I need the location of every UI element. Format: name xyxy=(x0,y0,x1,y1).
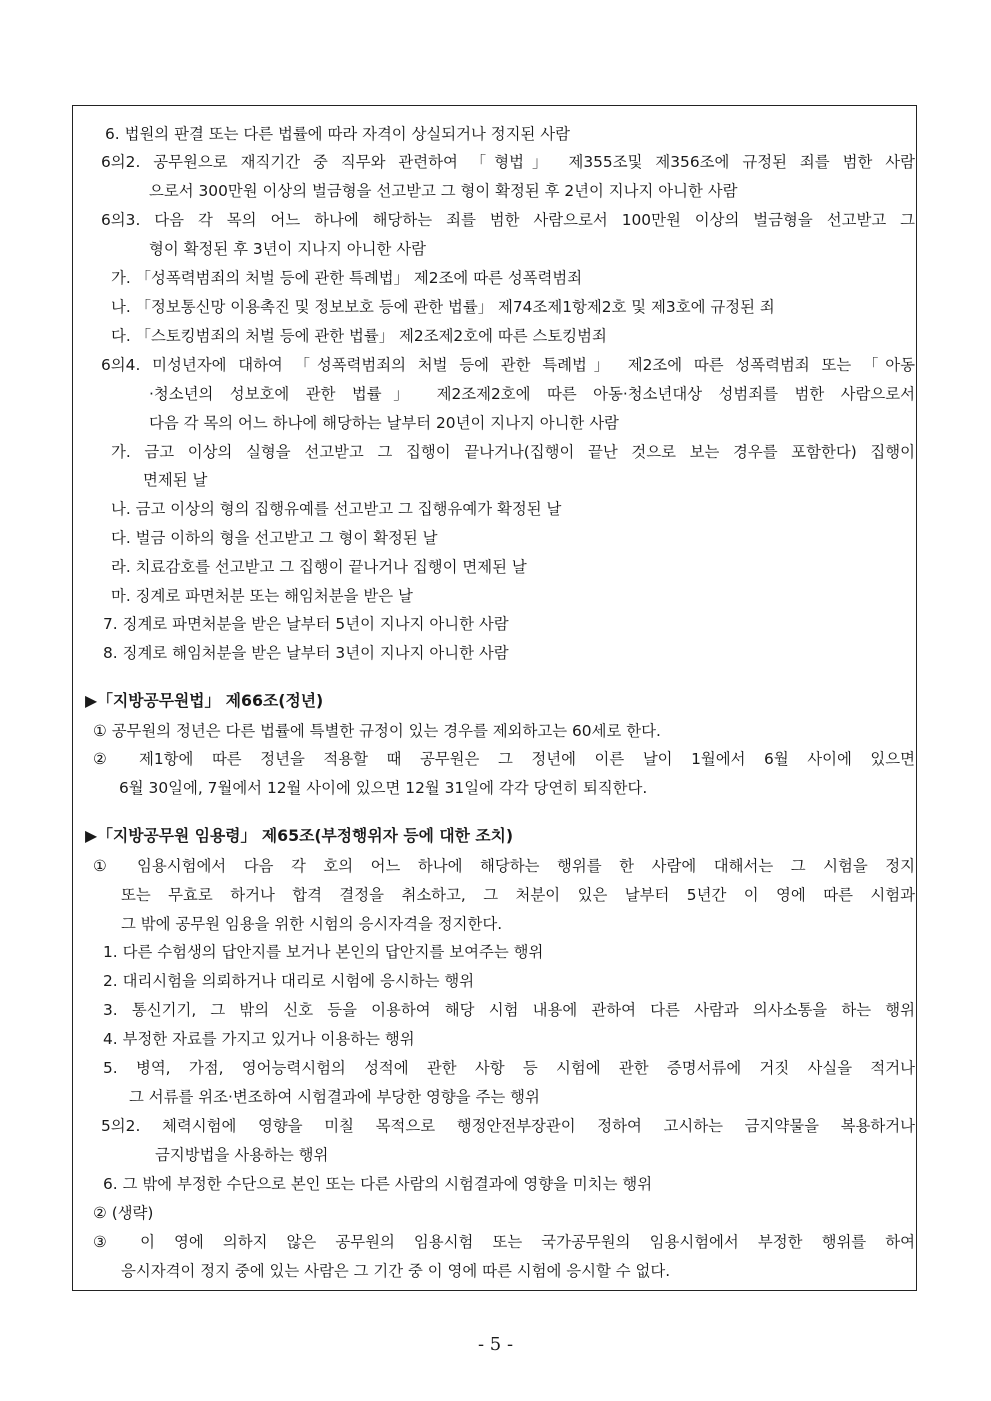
clause-7: 7. 징계로 파면처분을 받은 날부터 5년이 지나지 아니한 사람 xyxy=(103,615,509,633)
clause-6: 6. 법원의 판결 또는 다른 법률에 따라 자격이 상실되거나 정지된 사람 xyxy=(105,125,571,143)
clause-6-3-line2: 형이 확정된 후 3년이 지나지 아니한 사람 xyxy=(149,240,427,258)
misconduct-para-1-line1: ① 임용시험에서 다음 각 호의 어느 하나에 해당하는 행위를 한 사람에 대해서는 그 시험을 정지 xyxy=(93,857,915,875)
misconduct-item-5-line2: 그 서류를 위조·변조하여 시험결과에 부당한 영향을 주는 행위 xyxy=(129,1088,540,1106)
misconduct-para-1-line3: 그 밖에 공무원 임용을 위한 시험의 응시자격을 정지한다. xyxy=(121,915,503,933)
section-heading-retirement-age: ▶「지방공무원법」 제66조(정년) xyxy=(85,691,324,710)
clause-6-4-ra: 라. 치료감호를 선고받고 그 집행이 끝나거나 집행이 면제된 날 xyxy=(111,558,527,576)
misconduct-item-6: 6. 그 밖에 부정한 수단으로 본인 또는 다른 사람의 시험결과에 영향을 미치는 행위 xyxy=(103,1175,653,1193)
clause-6-2-line1: 6의2. 공무원으로 재직기간 중 직무와 관련하여 「형법」 제355조및 제356조에 규정된 죄를 범한 사람 xyxy=(101,153,915,171)
clause-6-4-line2: ·청소년의 성보호에 관한 법률」 제2조제2호에 따른 아동·청소년대상 성범죄를 범한 사람으로서 xyxy=(149,385,915,403)
clause-6-4-line1: 6의4. 미성년자에 대하여 「성폭력범죄의 처벌 등에 관한 특례법」 제2조에 따른 성폭력범죄 또는 「아동 xyxy=(101,356,915,374)
clause-6-4-line3: 다음 각 목의 어느 하나에 해당하는 날부터 20년이 지나지 아니한 사람 xyxy=(149,414,619,432)
misconduct-item-3: 3. 통신기기, 그 밖의 신호 등을 이용하여 해당 시험 내용에 관하여 다른 사람과 의사소통을 하는 행위 xyxy=(103,1001,915,1019)
clause-6-4-na: 나. 금고 이상의 형의 집행유예를 선고받고 그 집행유예가 확정된 날 xyxy=(111,500,562,518)
misconduct-item-4: 4. 부정한 자료를 가지고 있거나 이용하는 행위 xyxy=(103,1030,415,1048)
clause-8: 8. 징계로 해임처분을 받은 날부터 3년이 지나지 아니한 사람 xyxy=(103,644,509,662)
page-number: - 5 - xyxy=(477,1334,514,1355)
clause-6-4-da: 다. 벌금 이하의 형을 선고받고 그 형이 확정된 날 xyxy=(111,529,438,547)
clause-6-3-line1: 6의3. 다음 각 목의 어느 하나에 해당하는 죄를 범한 사람으로서 100만원 이상의 벌금형을 선고받고 그 xyxy=(101,211,915,229)
misconduct-item-5-line1: 5. 병역, 가점, 영어능력시험의 성적에 관한 사항 등 시험에 관한 증명서류에 거짓 사실을 적거나 xyxy=(103,1059,915,1077)
retirement-para-2-line2: 6월 30일에, 7월에서 12월 사이에 있으면 12월 31일에 각각 당연히 퇴직한다. xyxy=(119,779,648,797)
section-heading-misconduct: ▶「지방공무원 임용령」 제65조(부정행위자 등에 대한 조치) xyxy=(85,826,514,845)
misconduct-item-1: 1. 다른 수험생의 답안지를 보거나 본인의 답안지를 보여주는 행위 xyxy=(103,943,544,961)
misconduct-para-1-line2: 또는 무효로 하거나 합격 결정을 취소하고, 그 처분이 있은 날부터 5년간 이 영에 따른 시험과 xyxy=(121,886,915,904)
clause-6-2-line2: 으로서 300만원 이상의 벌금형을 선고받고 그 형이 확정된 후 2년이 지나지 아니한 사람 xyxy=(149,182,738,200)
misconduct-para-3-line2: 응시자격이 정지 중에 있는 사람은 그 기간 중 이 영에 따른 시험에 응시할 수 없다. xyxy=(121,1262,671,1280)
clause-6-3-na: 나. 「정보통신망 이용촉진 및 정보보호 등에 관한 법률」 제74조제1항제2호 및 제3호에 규정된 죄 xyxy=(111,298,775,316)
misconduct-para-3-line1: ③ 이 영에 의하지 않은 공무원의 임용시험 또는 국가공무원의 임용시험에서 부정한 행위를 하여 xyxy=(93,1233,915,1251)
retirement-para-2-line1: ② 제1항에 따른 정년을 적용할 때 공무원은 그 정년에 이른 날이 1월에서 6월 사이에 있으면 xyxy=(93,750,915,768)
misconduct-item-2: 2. 대리시험을 의뢰하거나 대리로 시험에 응시하는 행위 xyxy=(103,972,475,990)
misconduct-para-2: ② (생략) xyxy=(93,1204,154,1222)
misconduct-item-5-2-line2: 금지방법을 사용하는 행위 xyxy=(155,1146,329,1164)
retirement-para-1: ① 공무원의 정년은 다른 법률에 특별한 규정이 있는 경우를 제외하고는 60세로 한다. xyxy=(93,722,661,740)
misconduct-item-5-2-line1: 5의2. 체력시험에 영향을 미칠 목적으로 행정안전부장관이 정하여 고시하는 금지약물을 복용하거나 xyxy=(101,1117,915,1135)
document-frame xyxy=(72,105,917,1291)
clause-6-4-ga-line1: 가. 금고 이상의 실형을 선고받고 그 집행이 끝나거나(집행이 끝난 것으로 보는 경우를 포함한다) 집행이 xyxy=(111,443,915,461)
clause-6-3-da: 다. 「스토킹범죄의 처벌 등에 관한 법률」 제2조제2호에 따른 스토킹범죄 xyxy=(111,327,607,345)
clause-6-4-ma: 마. 징계로 파면처분 또는 해임처분을 받은 날 xyxy=(111,587,413,605)
clause-6-4-ga-line2: 면제된 날 xyxy=(143,471,208,489)
clause-6-3-ga: 가. 「성폭력범죄의 처벌 등에 관한 특례법」 제2조에 따른 성폭력범죄 xyxy=(111,269,583,287)
